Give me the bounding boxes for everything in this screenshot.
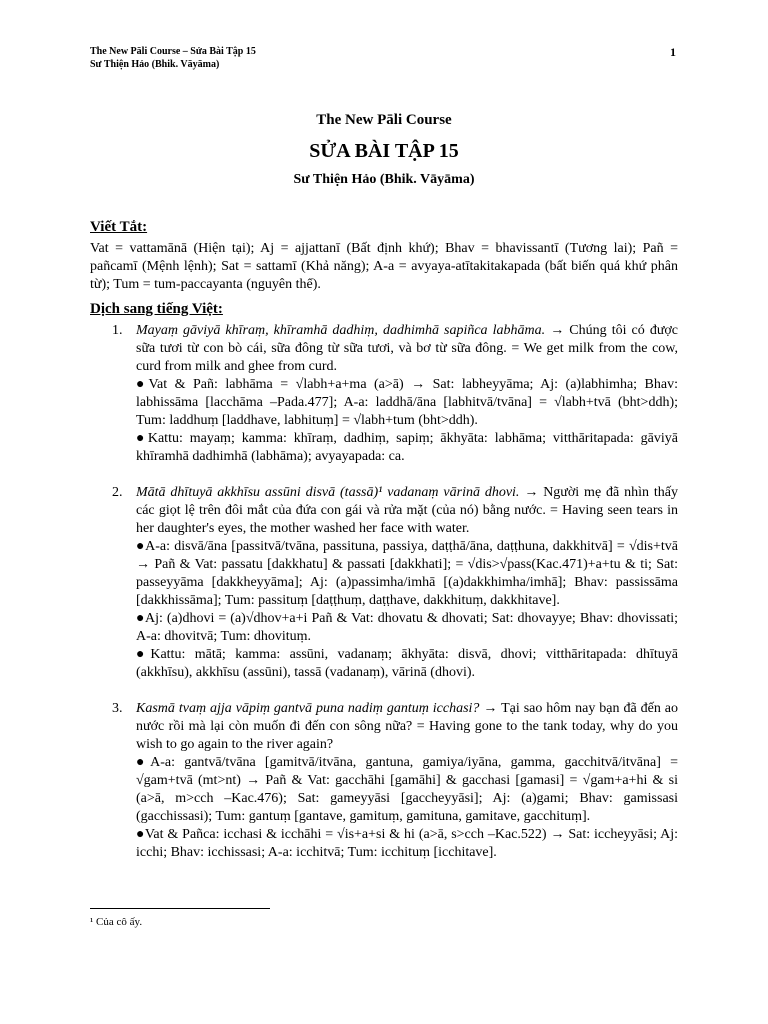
grammar-note: ●A-a: disvā/āna [passitvā/tvāna, passituna, passiya, daṭṭhā/āna, daṭṭhuna, dakkhitvā] = √dis+tvā → Pañ & Vat: passatu [dakkhatu] & passati [dakkhati]; = √dis>√pass(Kac.471)+a+tu & ti; Sat: passeyyāma [dakkheyyāma]; Aj: (a)passimha/imhā [(a)dakkhimha/imhā]; Bhav: passissāma [dakkhissāma]; Tum: passituṃ [daṭṭhuṃ, daṭṭhave, dakkhituṃ, dakkhitave]. [136, 539, 678, 608]
footnote-separator [90, 908, 270, 909]
grammar-note: ●Vat & Pañ: labhāma = √labh+a+ma (a>ā) → Sat: labheyyāma; Aj: (a)labhimha; Bhav: labhissāma [lacchāma –Pada.477]; A-a: laddhā/āna [labhitvā/tvāna] = √labh+tvā (bht>ddh); Tum: laddhuṃ [laddhave, labhituṃ] = √labh+tum (bht>ddh). [136, 377, 678, 428]
abbrev-text: Vat = vattamānā (Hiện tại); Aj = ajjattanī (Bất định khứ); Bhav = bhavissantī (Tương lai); Pañ = pañcamī (Mệnh lệnh); Sat = sattamī (Khả năng); A-a = avyaya-atītakitakapada (bất biến quá khứ phân từ); Tum = tum-paccayanta (nguyên thể). [90, 241, 678, 292]
page-title: SỬA BÀI TẬP 15 [309, 140, 459, 162]
exercise-item [90, 700, 678, 862]
arrow-icon: → [483, 701, 502, 716]
item-number: 3. [112, 701, 123, 716]
pali-sentence: Mātā dhītuyā akkhīsu assūni disvā (tassā)¹ vadanaṃ vārinā dhovi. [136, 485, 520, 500]
pali-sentence: Kasmā tvaṃ ajja vāpiṃ gantvā puna nadiṃ gantuṃ icchasi? [136, 701, 480, 716]
sentence [136, 322, 678, 376]
translation: Tại sao hôm nay bạn đã đến ao nước rồi mà lại còn muốn đi đến con sông nữa? = Having gone to the tank today, why do you wish to go again to the river again? [136, 701, 678, 752]
item-number: 1. [112, 323, 123, 338]
grammar-note: ●A-a: gantvā/tvāna [gamitvā/itvāna, gantuna, gamiya/iyāna, gamma, gacchitvā/itvāna] = √gam+tvā (mt>nt) → Pañ & Vat: gacchāhi [gamāhi] & gacchasi [gamasi] = √gam+a+hi & si (a>ā, m>cch –Kac.476); Sat: gameyyāsi [gaccheyyāsi]; Aj: (a)gami; Bhav: gamissasi (gacchissasi); Tum: gantuṃ [gantave, gamituṃ, gamituna, gamitave, gacchituṃ]. [136, 755, 678, 824]
footnote: ¹ Của cô ấy. [90, 916, 143, 928]
sentence [136, 484, 678, 538]
exercise-item [90, 322, 678, 466]
running-header [90, 45, 256, 71]
exercise-list [90, 322, 678, 862]
exercise-item [90, 484, 678, 682]
page-number: 1 [670, 45, 676, 59]
grammar-note: ●Aj: (a)dhovi = (a)√dhov+a+i Pañ & Vat: dhovatu & dhovati; Sat: dhovayye; Bhav: dhovissati; A-a: dhovitvā; Tum: dhovituṃ. [136, 611, 678, 644]
arrow-icon: → [524, 485, 544, 500]
item-number: 2. [112, 485, 123, 500]
main-content [90, 218, 678, 862]
spacer [90, 682, 678, 700]
translation: Người mẹ đã nhìn thấy các giọt lệ trên đôi mắt của đứa con gái và rửa mặt (của nó) bằng nước. = Having seen tears in her daughter's eyes, the mother washed her face with water. [136, 485, 678, 536]
grammar-note: ●Kattu: mayaṃ; kamma: khīraṃ, dadhiṃ, sapiṃ; ākhyāta: labhāma; vitthāritapada: gāviyā khīramhā dadhimhā (labhāma); avyayapada: ca. [136, 431, 678, 464]
author-line: Sư Thiện Hảo (Bhik. Vāyāma) [293, 172, 475, 187]
spacer [90, 466, 678, 484]
grammar-note: ●Vat & Pañca: icchasi & icchāhi = √is+a+si & hi (a>ā, s>cch –Kac.522) → Sat: iccheyyāsi; Aj: icchi; Bhav: icchissasi; A-a: icchitvā; Tum: icchituṃ [icchitave]. [136, 827, 678, 860]
translate-heading: Dịch sang tiếng Việt: [90, 301, 223, 317]
sentence [136, 700, 678, 754]
course-title: The New Pāli Course [316, 112, 452, 128]
translation: Chúng tôi có được sữa tươi từ con bò cái, sữa đông từ sữa tươi, và bơ từ sữa đông. = We get milk from the cow, curd from milk and ghee from curd. [136, 323, 679, 374]
pali-sentence: Mayaṃ gāviyā khīraṃ, khīramhā dadhiṃ, dadhimhā sapiñca labhāma. [136, 323, 546, 338]
grammar-note: ●Kattu: mātā; kamma: assūni, vadanaṃ; ākhyāta: disvā, dhovi; vitthāritapada: dhītuyā (akkhīsu), akkhīsu (assūni), tassā (vadanaṃ), vārinā (dhovi). [136, 647, 678, 680]
abbrev-heading: Viết Tắt: [90, 219, 148, 235]
header-title: The New Pāli Course – Sửa Bài Tập 15 [90, 46, 256, 57]
arrow-icon: → [550, 323, 570, 338]
header-author: Sư Thiện Hảo (Bhik. Vāyāma) [90, 59, 220, 70]
